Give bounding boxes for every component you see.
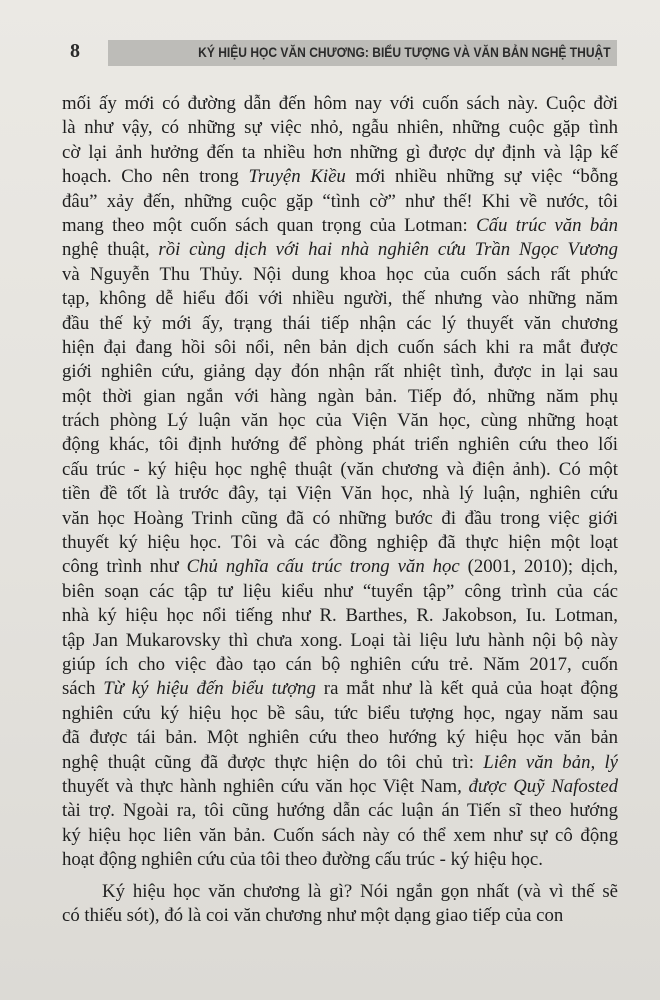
italic-title: Chủ nghĩa cấu trúc trong văn học <box>186 556 460 578</box>
text-line <box>62 482 618 506</box>
running-head-title: KÝ HIỆU HỌC VĂN CHƯƠNG: BIỂU TƯỢNG VÀ VĂN BẢN NGHỆ THUẬT <box>198 44 611 60</box>
italic-title: Cấu trúc văn bản <box>476 214 619 236</box>
text-run: trách phòng Lý luận văn học của Viện Văn học, cùng những hoạt <box>62 410 618 432</box>
text-line <box>62 848 618 872</box>
text-run: tạp, không dễ hiểu đối với nhiều người, thế nhưng vào những năm <box>62 288 618 310</box>
text-line <box>62 263 618 287</box>
text-line <box>62 653 618 677</box>
text-run: có thiếu sót), đó là coi văn chương như một dạng giao tiếp của con <box>62 904 564 926</box>
text-run: tập Jan Mukarovsky thì chưa xong. Loại tài liệu lưu hành nội bộ này <box>62 629 618 651</box>
text-line <box>62 904 618 928</box>
text-run: đã được tái bản. Một nghiên cứu theo hướng ký hiệu học văn bản <box>62 727 618 749</box>
text-line <box>62 880 618 904</box>
text-line <box>62 336 618 360</box>
text-line <box>62 141 618 165</box>
text-run: cấu trúc - ký hiệu học nghệ thuật (văn chương và điện ảnh). Có một <box>62 458 618 480</box>
running-head-bar <box>108 40 617 66</box>
text-run: hoạch. Cho nên trong <box>62 166 249 188</box>
text-run: ký hiệu học liên văn bản. Cuốn sách này có thể xem như sự cô động <box>62 824 618 846</box>
italic-title: Từ ký hiệu đến biểu tượng <box>103 678 316 700</box>
text-run: mới nhiều những sự việc “bỗng <box>345 166 618 188</box>
text-line <box>62 116 618 140</box>
text-run: thuyết và thực hành nghiên cứu văn học Việt Nam <box>62 775 458 797</box>
text-line <box>62 190 618 214</box>
text-run: biên soạn các tập tư liệu kiểu như “tuyển tập” công trình của các <box>62 580 618 602</box>
text-line <box>62 287 618 311</box>
text-run: nghiên cứu ký hiệu học bề sâu, tức biểu tượng học, ngay năm sau <box>62 702 618 724</box>
text-line <box>62 458 618 482</box>
text-run: mang theo một cuốn sách quan trọng của Lotman: <box>62 214 477 236</box>
text-line <box>62 360 618 384</box>
text-run: công trình như <box>62 556 187 578</box>
italic-title: Liên văn bản, lý <box>483 751 619 773</box>
text-run: động khác, tôi định hướng để phòng phát triển nghiên cứu theo lối <box>62 434 618 456</box>
text-line <box>62 214 618 238</box>
text-run: một thời gian ngắn với hàng ngàn bản. Tiếp đó, những năm phụ <box>62 385 618 407</box>
text-line <box>62 433 618 457</box>
text-run: nghệ thuật cũng đã được thực hiện do tôi chủ trì: <box>62 751 484 773</box>
text-line <box>62 238 618 262</box>
paragraph <box>62 92 618 873</box>
text-run: (2001, 2010); dịch, <box>459 556 619 578</box>
text-run: tiền đề tốt là trước đây, tại Viện Văn học, nhà lý luận, nghiên cứu <box>62 483 618 505</box>
text-run: ra mắt như là kết quả của hoạt động <box>315 678 618 700</box>
text-line <box>62 507 618 531</box>
text-run: là như vậy, có những sự việc nhỏ, ngẫu nhiên, những cuộc gặp tình <box>62 117 618 139</box>
text-run: nghệ thuật <box>62 239 145 261</box>
text-line <box>62 165 618 189</box>
page-header <box>62 38 617 70</box>
text-run: giúp ích cho việc đào tạo cán bộ nghiên cứu trẻ. Năm 2017, cuốn <box>62 653 618 675</box>
text-line <box>62 629 618 653</box>
text-run: cờ lại ảnh hưởng đến ta nhiều hơn những gì được dự định và lập kế <box>62 141 618 163</box>
text-line <box>62 702 618 726</box>
text-run: đầu thế kỷ mới ấy, trạng thái tiếp nhận các lý thuyết văn chương <box>62 312 618 334</box>
text-line <box>62 677 618 701</box>
text-line <box>62 799 618 823</box>
text-line <box>62 385 618 409</box>
italic-title: Truyện Kiều <box>248 166 346 188</box>
text-run: tài trợ. Ngoài ra, tôi cũng hướng dẫn các luận án Tiến sĩ theo hướng <box>62 800 618 822</box>
text-run: đâu” xảy đến, những cuộc gặp “tình cờ” như thế! Khi về nước, tôi <box>62 190 618 212</box>
text-run: nhà ký hiệu học nổi tiếng như R. Barthes, R. Jakobson, Iu. Lotman, <box>62 605 618 627</box>
text-run: giới nghiên cứu, giảng dạy đón nhận rất nhiệt tình, được in lại sau <box>62 361 618 383</box>
text-run: và Nguyễn Thu Thủy. Nội dung khoa học của cuốn sách rất phức <box>62 263 618 285</box>
text-line <box>62 312 618 336</box>
text-run: sách <box>62 678 104 700</box>
text-line <box>62 775 618 799</box>
text-run: Ký hiệu học văn chương là gì? Nói ngắn gọn nhất (và vì thế sẽ <box>102 880 618 902</box>
text-line <box>62 726 618 750</box>
paragraph <box>62 880 618 929</box>
text-line <box>62 824 618 848</box>
italic-title: , được Quỹ Nafosted <box>457 775 618 797</box>
text-line <box>62 604 618 628</box>
text-run: mối ấy mới có đường dẫn đến hôm nay với cuốn sách này. Cuộc đời <box>62 93 618 114</box>
page-number: 8 <box>70 40 80 62</box>
body-text <box>62 92 618 928</box>
text-run: hoạt động nghiên cứu của tôi theo đường cấu trúc - ký hiệu học. <box>62 849 543 871</box>
italic-title: , rồi cùng dịch với hai nhà nghiên cứu Trần Ngọc Vương <box>144 239 618 261</box>
text-run: thuyết ký hiệu học. Tôi và các đồng nghiệp đã thực hiện một loạt <box>62 532 618 554</box>
text-line <box>62 531 618 555</box>
text-run: hiện đại đang hồi sôi nổi, nên bản dịch cuốn sách khi ra mắt được <box>62 336 618 358</box>
text-line <box>62 409 618 433</box>
text-run: văn học Hoàng Trinh cũng đã có những bước đi đầu trong việc giới <box>62 507 618 529</box>
text-line <box>62 92 618 116</box>
text-line <box>62 555 618 579</box>
text-line <box>62 580 618 604</box>
text-line <box>62 751 618 775</box>
